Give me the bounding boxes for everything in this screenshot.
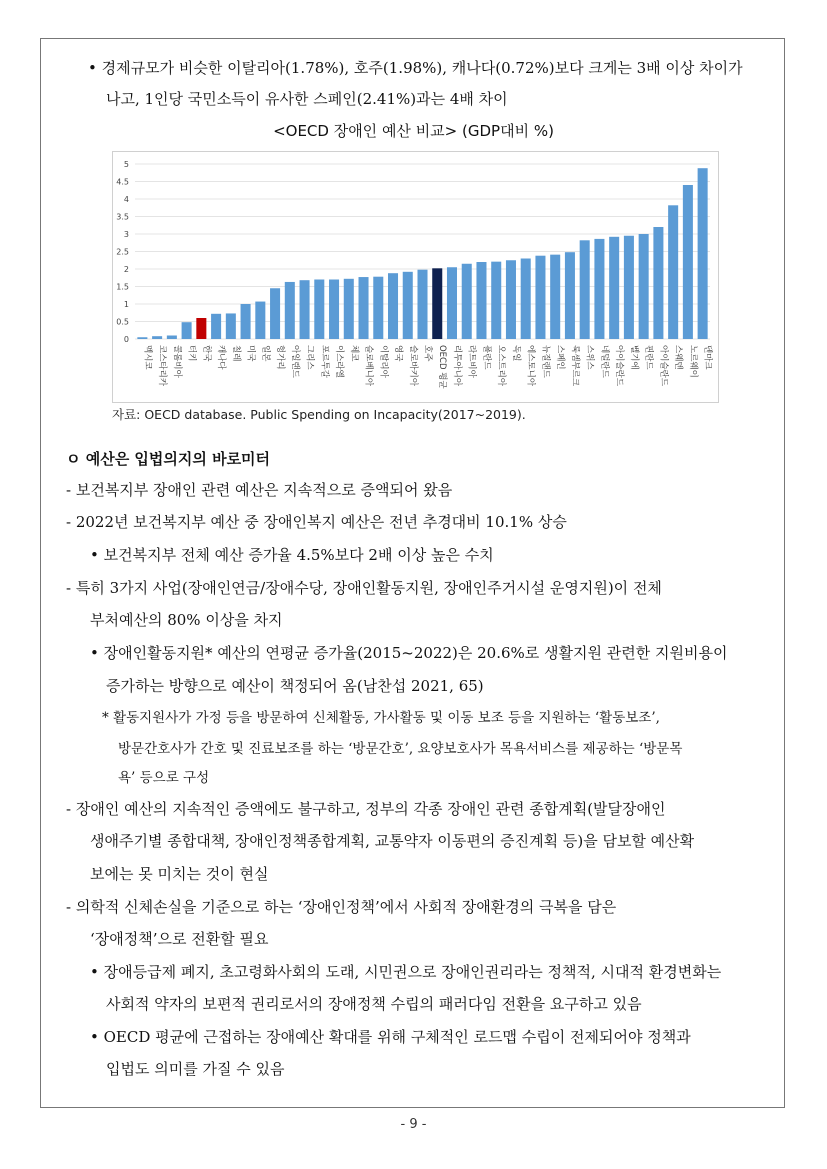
x-tick-label: 핀란드 [643, 345, 654, 370]
x-tick-label: 스위스 [584, 345, 595, 370]
y-tick-label: 0.5 [116, 317, 129, 327]
bar [182, 322, 192, 339]
bar [255, 302, 265, 339]
footnote-line: * 활동지원사가 가정 등을 방문하여 신체활동, 가사활동 및 이동 보조 등을 지원하는 ‘활동보조’, [102, 710, 660, 726]
footnote-line: 방문간호사가 간호 및 진료보조를 하는 ‘방문간호’, 요양보호사가 목욕서비스를 제공하는 ‘방문목 [118, 741, 683, 757]
bar [506, 260, 516, 339]
x-tick-label: OECD 평균 [437, 345, 448, 389]
x-tick-label: 멕시코 [142, 345, 153, 370]
bar [388, 273, 398, 339]
bar [565, 252, 575, 339]
x-tick-label: 터키 [186, 345, 197, 362]
x-tick-label: 칠레 [230, 345, 241, 362]
x-tick-label: 라트비아 [466, 345, 477, 378]
x-tick-label: 슬로바키아 [407, 345, 418, 387]
bar [344, 279, 354, 339]
y-tick-label: 3 [123, 230, 129, 239]
x-tick-label: 호주 [422, 345, 433, 362]
bar [639, 234, 649, 339]
x-tick-label: 에스토니아 [525, 345, 536, 387]
body-line: 증가하는 방향으로 예산이 책정되어 옴(남찬섭 2021, 65) [106, 677, 484, 695]
x-tick-label: 체코 [348, 345, 359, 362]
y-tick-label: 0 [123, 335, 129, 344]
bar [580, 240, 590, 339]
bar [521, 259, 531, 340]
bar [152, 336, 162, 339]
y-tick-label: 2.5 [116, 247, 129, 257]
bar [329, 280, 339, 340]
bar [447, 267, 457, 339]
x-tick-label: 뉴질랜드 [540, 345, 551, 378]
bar [476, 262, 486, 339]
x-tick-label: 덴마크 [702, 345, 713, 370]
x-tick-label: 네덜란드 [599, 345, 610, 378]
bar [462, 264, 472, 339]
bar [698, 168, 708, 339]
body-line: • OECD 평균에 근접하는 장애예산 확대를 위해 구체적인 로드맵 수립이 전제되어야 정책과 [90, 1028, 691, 1046]
x-tick-label: 독일 [510, 345, 521, 362]
x-tick-label: 오스트리아 [496, 345, 507, 387]
body-line: 사회적 약자의 보편적 권리로서의 장애정책 수립의 패러다임 전환을 요구하고 있음 [106, 995, 642, 1013]
y-tick-label: 2 [123, 265, 129, 274]
bar [535, 256, 545, 339]
body-line: • 장애인활동지원* 예산의 연평균 증가율(2015~2022)은 20.6%로 생활지원 관련한 지원비용이 [90, 644, 728, 662]
chart-source: 자료: OECD database. Public Spending on Incapacity(2017~2019). [112, 407, 526, 422]
body-line: ‘장애정책’으로 전환할 필요 [90, 930, 269, 948]
x-tick-label: 아이슬란드 [658, 345, 669, 387]
x-tick-label: 포르투갈 [319, 345, 330, 378]
x-tick-label: 이탈리아 [378, 345, 389, 378]
x-tick-label: 아이슬란드 [614, 345, 625, 387]
intro-line-2: 나고, 1인당 국민소득이 유사한 스페인(2.41%)과는 4배 차이 [106, 90, 508, 108]
bar [359, 277, 369, 339]
x-tick-label: 아일랜드 [289, 345, 300, 378]
body-line: - 보건복지부 장애인 관련 예산은 지속적으로 증액되어 왔음 [66, 481, 453, 499]
body-line: - 특히 3가지 사업(장애인연금/장애수당, 장애인활동지원, 장애인주거시설 운영지원)이 전체 [66, 579, 662, 597]
body-line: - 의학적 신체손실을 기준으로 하는 ‘장애인정책’에서 사회적 장애환경의 극복을 담은 [66, 898, 617, 916]
x-tick-label: 이스라엘 [334, 345, 345, 378]
bar [432, 268, 442, 339]
footnote-line: 욕’ 등으로 구성 [118, 770, 210, 786]
x-tick-label: 노르웨이 [687, 345, 698, 378]
bar [653, 227, 663, 339]
x-tick-label: 미국 [245, 345, 256, 362]
x-tick-label: 영국 [393, 345, 404, 362]
bar [226, 313, 236, 339]
x-tick-label: 헝가리 [275, 345, 286, 370]
y-tick-label: 3.5 [116, 212, 129, 222]
bar [491, 262, 501, 339]
x-tick-label: 한국 [201, 345, 212, 362]
bar [668, 205, 678, 339]
x-tick-label: 코스타리카 [157, 345, 168, 387]
y-tick-label: 4 [123, 195, 129, 204]
body-line: 보에는 못 미치는 것이 현실 [90, 865, 269, 883]
x-tick-label: 리투아니아 [451, 345, 462, 387]
body-line: - 2022년 보건복지부 예산 중 장애인복지 예산은 전년 추경대비 10.1% 상승 [66, 513, 567, 531]
bar [609, 237, 619, 339]
chart-container [112, 151, 719, 403]
body-line: • 장애등급제 폐지, 초고령화사회의 도래, 시민권으로 장애인권리라는 정책적, 시대적 환경변화는 [90, 963, 722, 981]
bar [403, 272, 413, 339]
x-tick-label: 그리스 [304, 345, 315, 370]
x-tick-label: 일본 [260, 345, 271, 362]
x-tick-label: 콜롬비아 [171, 345, 182, 378]
x-tick-label: 슬로베니아 [363, 345, 374, 387]
bar [270, 288, 280, 339]
y-tick-label: 5 [123, 160, 129, 169]
bar [314, 280, 324, 340]
body-line: 생애주기별 종합대책, 장애인정책종합계획, 교통약자 이동편의 증진계획 등)을 담보할 예산확 [90, 832, 695, 850]
chart-title: <OECD 장애인 예산 비교> (GDP대비 %) [273, 122, 554, 140]
section-heading: ㅇ 예산은 입법의지의 바로미터 [66, 450, 271, 468]
bar [241, 304, 251, 339]
bar [624, 236, 634, 339]
intro-line-1: • 경제규모가 비슷한 이탈리아(1.78%), 호주(1.98%), 캐나다(0.72%)보다 크게는 3배 이상 차이가 [88, 59, 743, 77]
body-line: • 보건복지부 전체 예산 증가율 4.5%보다 2배 이상 높은 수치 [90, 546, 494, 564]
page-number: - 9 - [400, 1117, 427, 1132]
x-tick-label: 캐나다 [216, 345, 227, 370]
bar [417, 270, 427, 339]
bar [285, 282, 295, 339]
x-tick-label: 벨기에 [628, 345, 639, 370]
bar [594, 239, 604, 339]
bar-chart [113, 152, 718, 402]
bar [373, 277, 383, 339]
body-line: 입법도 의미를 가질 수 있음 [106, 1060, 285, 1078]
bar [196, 318, 206, 339]
y-tick-label: 1.5 [116, 282, 129, 292]
bar [167, 336, 177, 340]
bar [550, 255, 560, 339]
y-tick-label: 1 [123, 300, 129, 309]
y-tick-label: 4.5 [116, 177, 129, 187]
bar [211, 314, 221, 339]
bar [137, 337, 147, 339]
x-tick-label: 스페인 [555, 345, 566, 370]
body-line: 부처예산의 80% 이상을 차지 [90, 611, 283, 629]
x-tick-label: 폴란드 [481, 345, 492, 370]
x-tick-label: 스웨덴 [673, 345, 684, 370]
body-line: - 장애인 예산의 지속적인 증액에도 불구하고, 정부의 각종 장애인 관련 종합계획(발달장애인 [66, 800, 666, 818]
x-tick-label: 룩셈부르크 [569, 345, 580, 387]
bar [300, 280, 310, 339]
bar [683, 185, 693, 339]
